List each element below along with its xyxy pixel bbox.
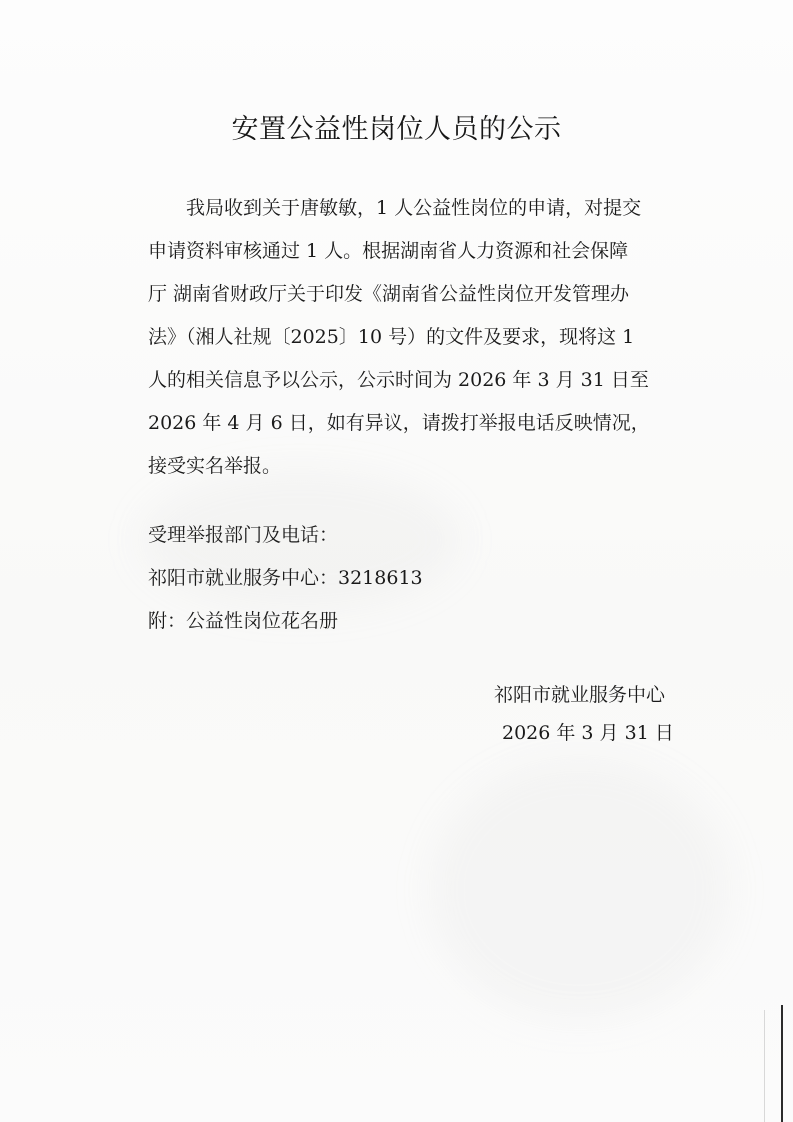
contact-heading: 受理举报部门及电话： bbox=[148, 524, 339, 546]
paragraph-line: 人的相关信息予以公示，公示时间为 2026 年 3 月 31 日至 bbox=[148, 369, 649, 391]
signature-organization: 祁阳市就业服务中心 bbox=[494, 684, 666, 706]
scan-smudge bbox=[430, 760, 730, 1020]
paragraph-line: 厅 湖南省财政厅关于印发《湖南省公益性岗位开发管理办 bbox=[148, 283, 630, 305]
paragraph-line: 申请资料审核通过 1 人。根据湖南省人力资源和社会保障 bbox=[148, 240, 629, 262]
paragraph-line: 我局收到关于唐敏敏，1 人公益性岗位的申请，对提交 bbox=[186, 197, 642, 219]
scan-edge-line bbox=[764, 1010, 765, 1122]
paragraph-line: 接受实名举报。 bbox=[148, 455, 282, 477]
paragraph-line: 法》（湘人社规〔2025〕10 号）的文件及要求，现将这 1 bbox=[148, 326, 635, 348]
attachment-line: 附：公益性岗位花名册 bbox=[148, 610, 339, 632]
page-title: 安置公益性岗位人员的公示 bbox=[231, 114, 562, 145]
paragraph-line: 2026 年 4 月 6 日，如有异议，请拨打举报电话反映情况， bbox=[148, 412, 650, 434]
contact-phone-line: 祁阳市就业服务中心：3218613 bbox=[148, 567, 423, 589]
signature-date: 2026 年 3 月 31 日 bbox=[502, 722, 674, 744]
scan-edge-line bbox=[781, 1005, 783, 1122]
